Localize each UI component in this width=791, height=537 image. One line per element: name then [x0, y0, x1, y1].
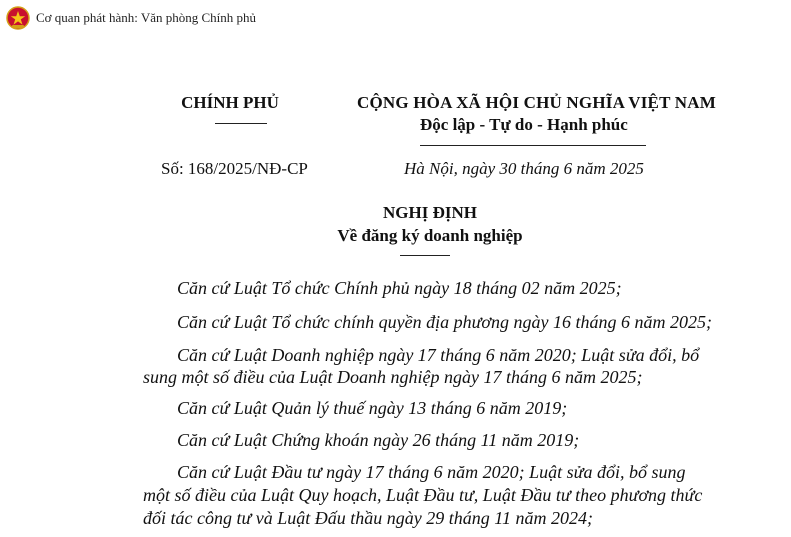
preamble-line: đối tác công tư và Luật Đấu thầu ngày 29 tháng 11 năm 2024; — [143, 508, 593, 528]
preamble-line: Căn cứ Luật Tổ chức Chính phủ ngày 18 tháng 02 năm 2025; — [177, 278, 622, 298]
title-divider — [400, 255, 450, 256]
preamble-paragraph — [177, 277, 622, 300]
preamble-paragraph — [177, 397, 567, 420]
motto-divider — [420, 145, 646, 146]
preamble-line: Căn cứ Luật Đầu tư ngày 17 tháng 6 năm 2020; Luật sửa đổi, bổ sung — [177, 462, 686, 482]
preamble-paragraph-continued — [143, 484, 702, 507]
issuer-bar — [0, 0, 791, 36]
issuer-label: Cơ quan phát hành: Văn phòng Chính phủ — [36, 10, 257, 25]
preamble-line: Căn cứ Luật Quản lý thuế ngày 13 tháng 6 năm 2019; — [177, 398, 568, 418]
document-type: NGHỊ ĐỊNH — [383, 203, 477, 222]
preamble-paragraph-continued — [143, 366, 642, 389]
preamble-paragraph — [177, 429, 579, 452]
preamble-line: Căn cứ Luật Chứng khoán ngày 26 tháng 11 năm 2019; — [177, 430, 580, 450]
preamble-paragraph — [177, 461, 685, 484]
national-motto: Độc lập - Tự do - Hạnh phúc — [420, 115, 628, 134]
preamble-paragraph — [177, 311, 712, 334]
preamble-paragraph-continued — [143, 507, 593, 530]
agency-divider — [215, 123, 267, 124]
document-subject: Về đăng ký doanh nghiệp — [337, 226, 523, 245]
document-number: Số: 168/2025/NĐ-CP — [161, 159, 308, 178]
nation-name: CỘNG HÒA XÃ HỘI CHỦ NGHĨA VIỆT NAM — [357, 93, 716, 112]
preamble-line: Căn cứ Luật Doanh nghiệp ngày 17 tháng 6 năm 2020; Luật sửa đổi, bổ — [177, 345, 700, 365]
preamble-line: một số điều của Luật Quy hoạch, Luật Đầu tư, Luật Đầu tư theo phương thức — [143, 485, 703, 505]
national-emblem-icon — [6, 6, 30, 30]
preamble-line: Căn cứ Luật Tổ chức chính quyền địa phương ngày 16 tháng 6 năm 2025; — [177, 312, 713, 332]
preamble-line: sung một số điều của Luật Doanh nghiệp ngày 17 tháng 6 năm 2025; — [143, 367, 643, 387]
agency-name: CHÍNH PHỦ — [181, 93, 279, 112]
place-and-date: Hà Nội, ngày 30 tháng 6 năm 2025 — [404, 159, 644, 178]
preamble-paragraph — [177, 344, 699, 367]
